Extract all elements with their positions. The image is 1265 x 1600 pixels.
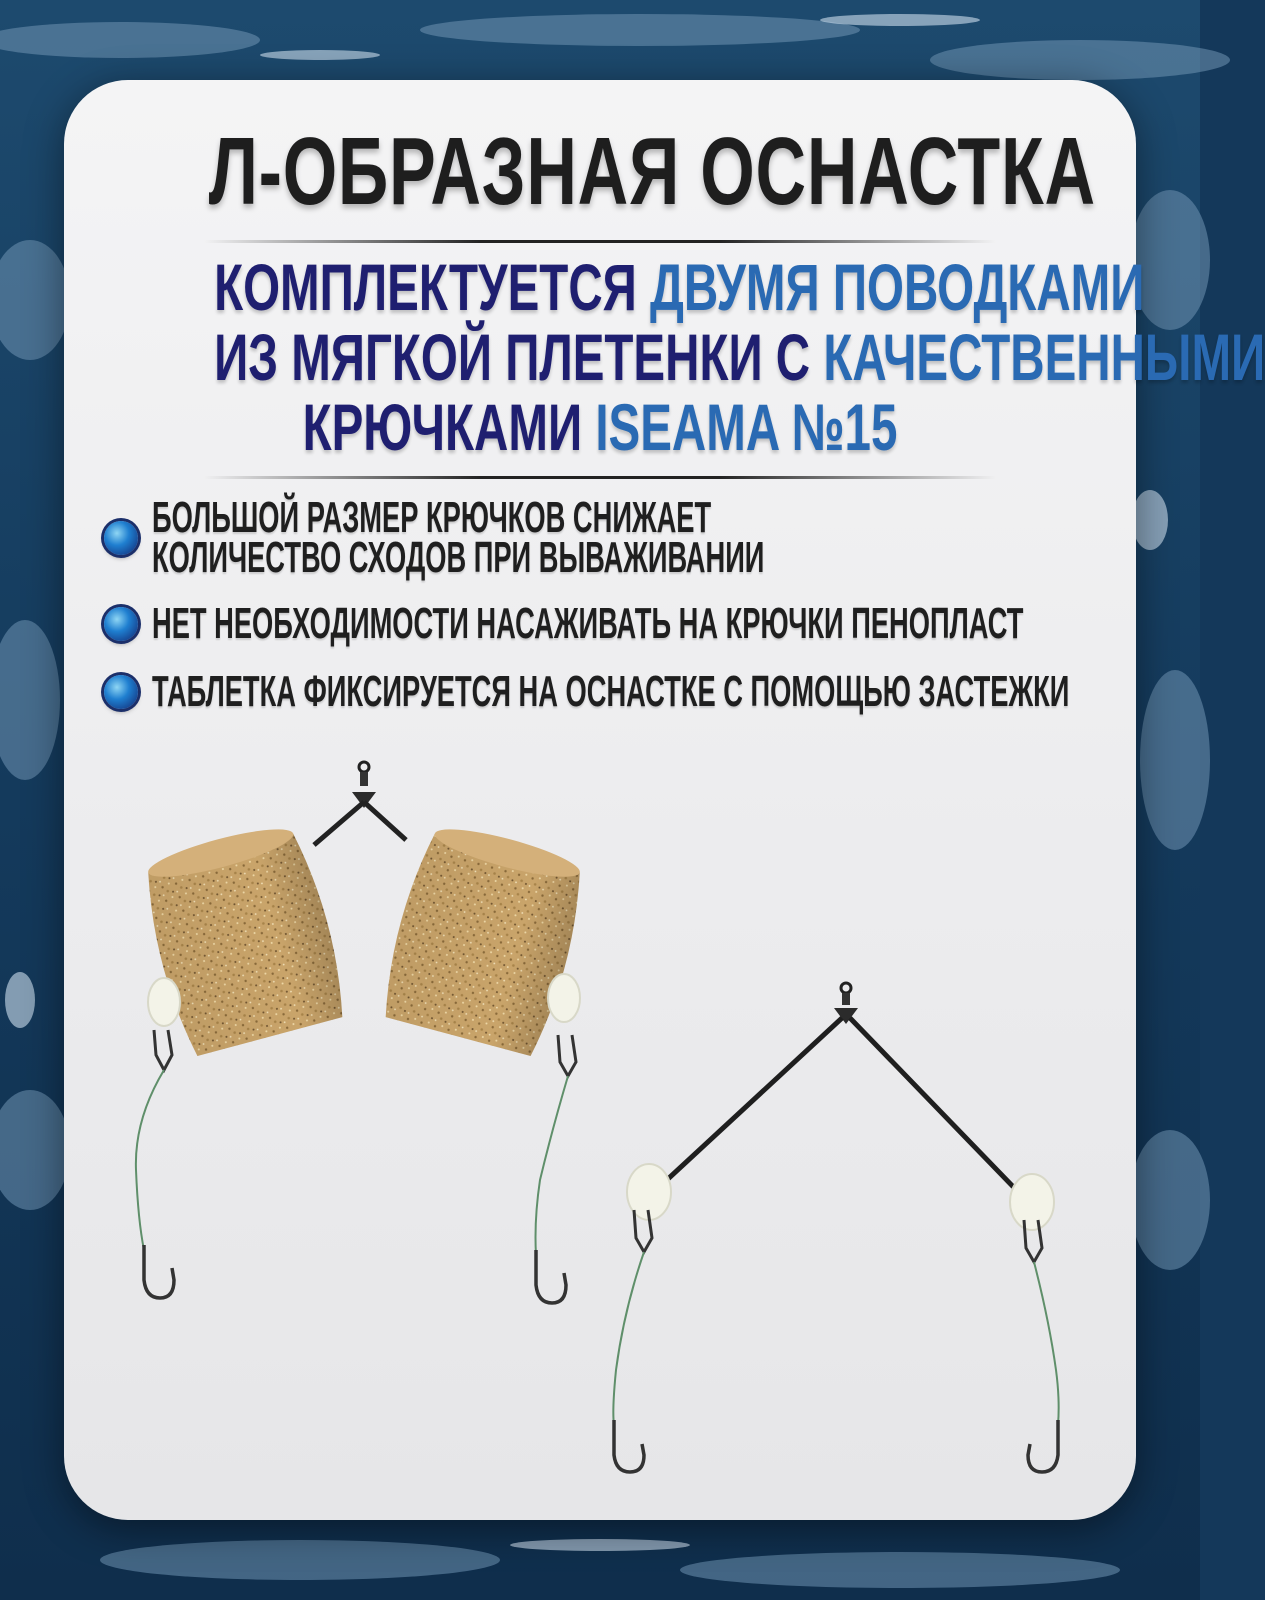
- hook-icon: [1028, 1420, 1058, 1472]
- feature-text: КОЛИЧЕСТВО СХОДОВ ПРИ ВЫВАЖИВАНИИ: [152, 533, 765, 582]
- foam-stopper-disc: [1010, 1174, 1054, 1230]
- hook-icon: [614, 1420, 644, 1472]
- foam-stopper-disc: [548, 974, 580, 1022]
- subtitle-line-1: КОМПЛЕКТУЕТСЯ ДВУМЯ ПОВОДКАМИ: [214, 250, 1145, 324]
- swivel-icon: [352, 762, 376, 808]
- empty-rig: [613, 983, 1058, 1472]
- page-title: Л-ОБРАЗНАЯ ОСНАСТКА: [208, 118, 1096, 225]
- feature-text: НЕТ НЕОБХОДИМОСТИ НАСАЖИВАТЬ НА КРЮЧКИ ПЕНОПЛАСТ: [152, 599, 1024, 648]
- subtitle-line-2: ИЗ МЯГКОЙ ПЛЕТЕНКИ С КАЧЕСТВЕННЫМИ: [214, 320, 1265, 394]
- rig-arm: [850, 1018, 1026, 1200]
- feature-text: БОЛЬШОЙ РАЗМЕР КРЮЧКОВ СНИЖАЕТ: [152, 493, 712, 542]
- subtitle-line-3: КРЮЧКАМИ ISEAMA №15: [302, 390, 898, 464]
- product-illustration: [64, 80, 1265, 1520]
- braided-leader: [536, 1076, 569, 1255]
- braided-leader: [613, 1252, 644, 1425]
- swivel-icon: [834, 983, 858, 1024]
- foam-stopper-disc: [148, 978, 180, 1026]
- assembled-rig-with-pellets: [135, 762, 593, 1303]
- info-card: [64, 80, 1265, 1520]
- feature-text: ТАБЛЕТКА ФИКСИРУЕТСЯ НА ОСНАСТКЕ С ПОМОЩЬЮ ЗАСТЕЖКИ: [152, 667, 1070, 716]
- braided-leader: [136, 1070, 164, 1250]
- snap-clip-icon: [634, 1210, 1042, 1262]
- hook-icon: [536, 1250, 566, 1303]
- hook-icon: [144, 1245, 174, 1298]
- braided-leader: [1034, 1262, 1059, 1425]
- rig-arm: [656, 1018, 842, 1190]
